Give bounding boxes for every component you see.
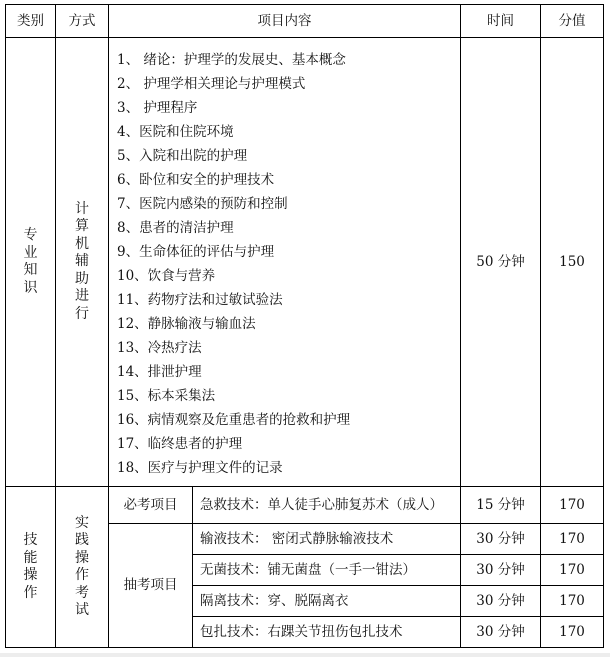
- random-label: 抽考项目: [109, 524, 193, 648]
- topic-item: 2、 护理学相关理论与护理模式: [117, 76, 306, 92]
- skills-mode: 实践操作考试: [74, 514, 89, 618]
- skill-score: 170: [541, 487, 604, 524]
- knowledge-topics-list: [109, 38, 461, 487]
- skill-time: 30 分钟: [461, 555, 541, 586]
- topic-item: 17、临终患者的护理: [117, 436, 243, 452]
- skill-score: 170: [541, 617, 604, 648]
- topic-item: 10、饮食与营养: [117, 268, 216, 284]
- skill-time: 30 分钟: [461, 586, 541, 617]
- header-category: 类别: [6, 5, 56, 38]
- skill-content: 输液技术： 密闭式静脉输液技术: [193, 524, 461, 555]
- header-score: 分值: [541, 5, 604, 38]
- page-bottom-edge: [0, 653, 610, 657]
- skill-content: 无菌技术：铺无菌盘（一手一钳法）: [193, 555, 461, 586]
- skill-score: 170: [541, 555, 604, 586]
- topic-item: 7、医院内感染的预防和控制: [117, 196, 288, 212]
- header-time: 时间: [461, 5, 541, 38]
- knowledge-time: 50 分钟: [461, 38, 541, 487]
- skill-time: 15 分钟: [461, 487, 541, 524]
- knowledge-category: 专业知识: [23, 227, 38, 296]
- topic-item: 15、标本采集法: [117, 388, 216, 404]
- topic-item: 16、病情观察及危重患者的抢救和护理: [117, 412, 351, 428]
- skill-score: 170: [541, 586, 604, 617]
- topic-item: 5、入院和出院的护理: [117, 148, 248, 164]
- exam-content-table: [5, 4, 604, 648]
- skills-category: 技能操作: [23, 532, 38, 601]
- topic-item: 14、排泄护理: [117, 364, 202, 380]
- topic-item: 18、医疗与护理文件的记录: [117, 460, 283, 476]
- skill-row-required: [6, 487, 604, 524]
- topic-item: 1、 绪论：护理学的发展史、基本概念: [117, 52, 346, 68]
- topic-item: 8、患者的清洁护理: [117, 220, 234, 236]
- skill-content: 包扎技术：右踝关节扭伤包扎技术: [193, 617, 461, 648]
- header-mode: 方式: [56, 5, 109, 38]
- header-content: 项目内容: [109, 5, 461, 38]
- topic-item: 3、 护理程序: [117, 100, 198, 116]
- skill-time: 30 分钟: [461, 617, 541, 648]
- knowledge-score: 150: [541, 38, 604, 487]
- knowledge-row: [6, 38, 604, 487]
- skill-content: 急救技术：单人徒手心肺复苏术（成人）: [193, 487, 461, 524]
- skill-time: 30 分钟: [461, 524, 541, 555]
- topic-item: 4、医院和住院环境: [117, 124, 234, 140]
- skills-category-cell: [6, 487, 56, 648]
- topic-item: 13、冷热疗法: [117, 340, 202, 356]
- knowledge-category-cell: [6, 38, 56, 487]
- skills-mode-cell: [56, 487, 109, 648]
- topic-item: 9、生命体征的评估与护理: [117, 244, 275, 260]
- topic-item: 12、静脉输液与输血法: [117, 316, 256, 332]
- knowledge-mode-cell: [56, 38, 109, 487]
- skill-content: 隔离技术：穿、脱隔离衣: [193, 586, 461, 617]
- table-header-row: [6, 5, 604, 38]
- skill-score: 170: [541, 524, 604, 555]
- required-label: 必考项目: [109, 487, 193, 524]
- topic-item: 6、卧位和安全的护理技术: [117, 172, 275, 188]
- knowledge-mode: 计算机辅助进行: [74, 200, 89, 322]
- topic-item: 11、药物疗法和过敏试验法: [117, 292, 283, 308]
